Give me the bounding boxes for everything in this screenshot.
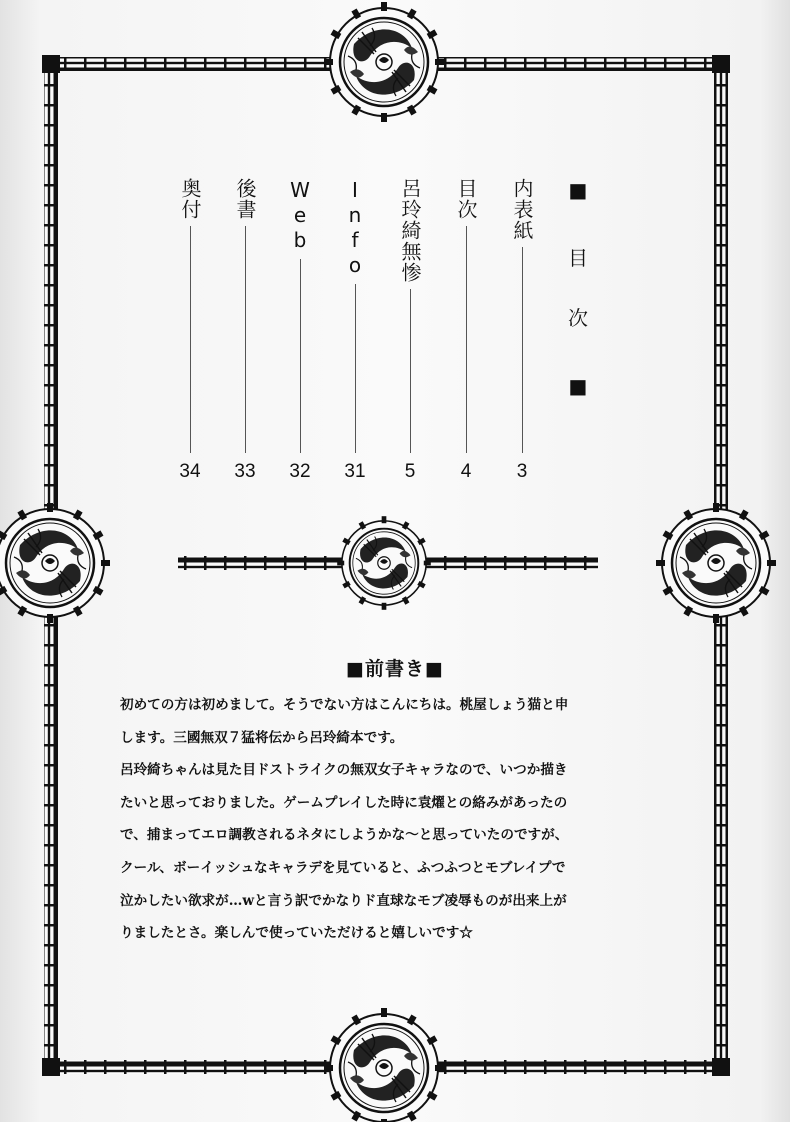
toc-heading — [566, 180, 590, 396]
foreword-line: 泣かしたい欲求が…wと言う訳でかなりド直球なモブ凌辱ものが出来上が — [120, 892, 567, 909]
toc-entry — [452, 178, 480, 483]
toc-entry-page: 34 — [179, 461, 201, 482]
foreword-line: 初めての方は初めまして。そうでない方はこんにちは。桃屋しょう猫と申 — [120, 697, 569, 713]
toc-heading-char-2: 次 — [568, 306, 588, 330]
toc-entry-leader — [466, 226, 467, 453]
toc-heading-mark-bottom: ■ — [568, 374, 588, 398]
toc-entry-leader — [300, 259, 301, 453]
toc-entry — [231, 178, 259, 483]
toc-heading-char-1: 目 — [568, 246, 588, 270]
foreword-heading: ■前書き■ — [346, 658, 444, 680]
foreword-line: 呂玲綺ちゃんは見た目ドストライクの無双女子キャラなので、いつか描き — [120, 762, 568, 779]
toc-entry-label: 後書 — [233, 178, 257, 220]
toc-entry-label: 呂玲綺無惨 — [398, 178, 422, 283]
toc-entry — [286, 178, 314, 483]
toc-entry-page: 31 — [344, 461, 366, 482]
toc-heading-mark-top: ■ — [568, 178, 588, 202]
foreword-line: りましたとさ。楽しんで使っていただけると嬉しいです☆ — [120, 925, 473, 942]
foreword-line: たいと思っておりました。ゲームプレイした時に袁燿との絡みがあったの — [120, 794, 568, 811]
toc-entry — [176, 178, 204, 483]
toc-entry-leader — [355, 284, 356, 453]
foreword-line: クール、ボーイッシュなキャラデを見ていると、ふつふつとモブレイプで — [120, 859, 566, 876]
toc-entry-leader — [190, 226, 191, 453]
toc-entry-label: 目次 — [454, 178, 478, 220]
toc-entry-page: 33 — [234, 461, 256, 482]
toc-entry — [508, 178, 536, 483]
toc-entry — [396, 178, 424, 483]
toc-entry — [341, 178, 369, 483]
foreword-body — [120, 689, 680, 950]
toc-entry-label: 奥付 — [178, 178, 202, 220]
toc-entry-page: 4 — [460, 461, 472, 482]
toc-entry-leader — [245, 226, 246, 453]
toc-entry-page: 32 — [289, 461, 311, 482]
toc-entry-label: Web — [288, 178, 312, 253]
toc-entry-label: 内表紙 — [510, 178, 534, 241]
toc-entry-label: Info — [343, 178, 367, 278]
toc-entry-page: 5 — [404, 461, 416, 482]
toc-entry-leader — [522, 247, 523, 453]
toc-entry-page: 3 — [516, 461, 528, 482]
foreword-line: します。三國無双７猛将伝から呂玲綺本です。 — [120, 729, 404, 746]
toc-entry-leader — [410, 289, 411, 453]
foreword-line: で、捕まってエロ調教されるネタにしようかな～と思っていたのですが、 — [120, 827, 569, 844]
